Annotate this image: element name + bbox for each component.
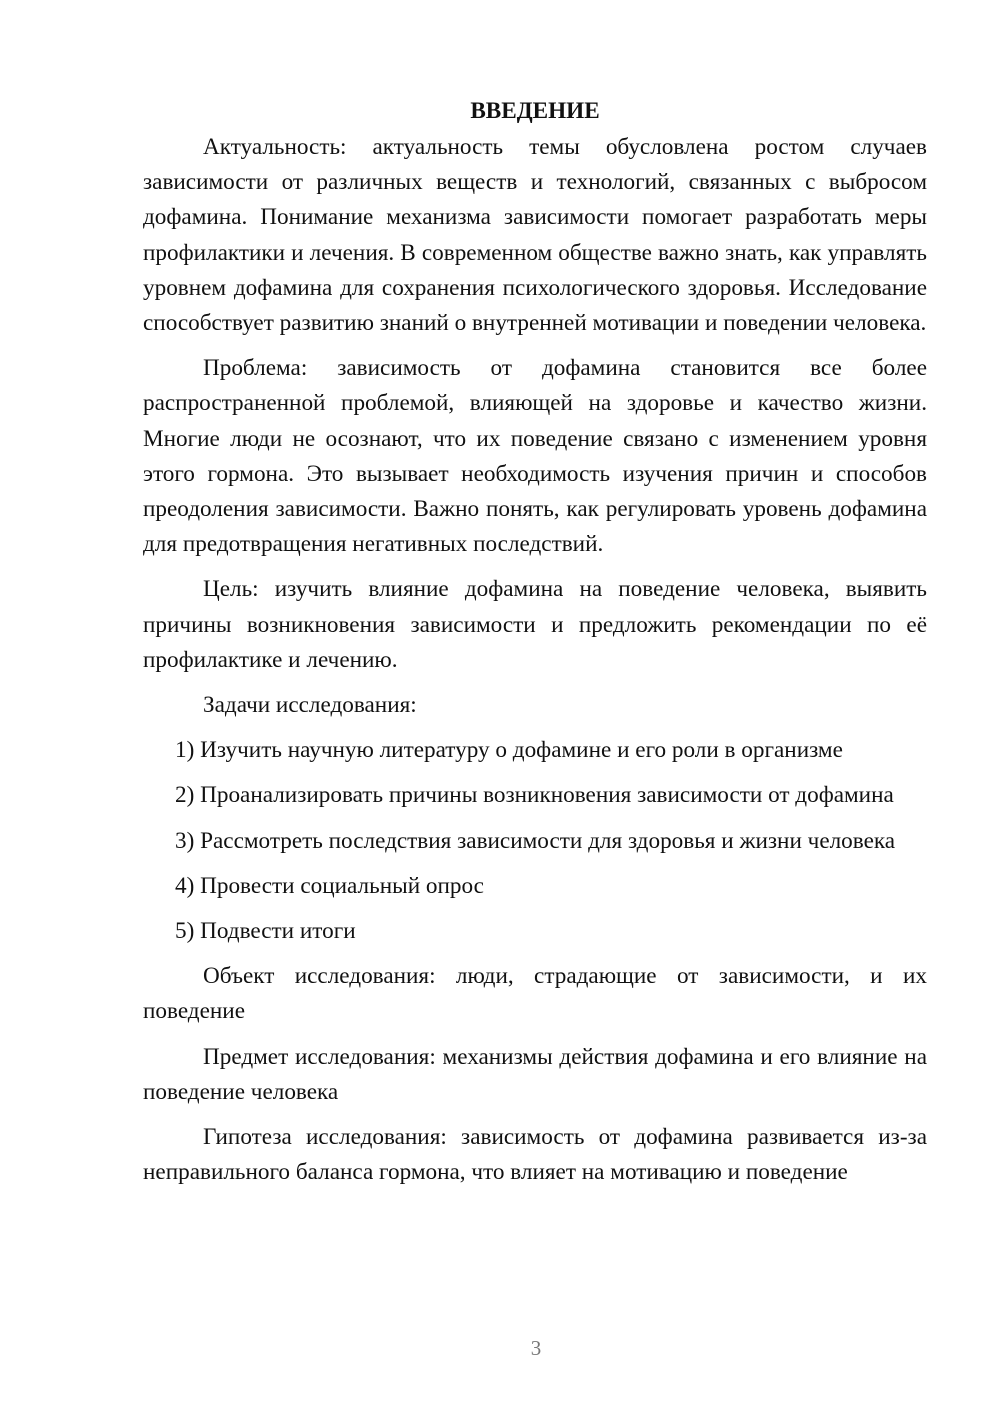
task-item-1: 1) Изучить научную литературу о дофамине и его роли в организме bbox=[175, 737, 843, 764]
page-title: ВВЕДЕНИЕ bbox=[470, 98, 600, 124]
tasks-list bbox=[143, 733, 927, 949]
paragraph-subject: Предмет исследования: механизмы действия дофамина и его влияние на поведение человека bbox=[143, 1043, 927, 1105]
paragraph-hypothesis: Гипотеза исследования: зависимость от дофамина развивается из-за неправильного баланса гормона, что влияет на мотивацию и поведение bbox=[143, 1124, 927, 1186]
page-content bbox=[143, 94, 927, 1200]
paragraph-object: Объект исследования: люди, страдающие от зависимости, и их поведение bbox=[143, 963, 927, 1025]
paragraph-goal: Цель: изучить влияние дофамина на поведение человека, выявить причины возникновения зависимости и предложить рекомендации по её профилактике и лечению. bbox=[143, 576, 927, 673]
task-item-5: 5) Подвести итоги bbox=[175, 918, 356, 945]
page-number: 3 bbox=[530, 1336, 542, 1360]
task-item-4: 4) Провести социальный опрос bbox=[175, 872, 484, 899]
task-item-2: 2) Проанализировать причины возникновения зависимости от дофамина bbox=[175, 782, 894, 809]
task-item-3: 3) Рассмотреть последствия зависимости для здоровья и жизни человека bbox=[175, 827, 896, 854]
paragraph-problem: Проблема: зависимость от дофамина становится все более распространенной проблемой, влияющей на здоровье и качество жизни. Многие люди не осознают, что их поведение связано с изменением уровня этого гормона. Это вызывает необходимость изучения причин и способов преодоления зависимости. Важно понять, как регулировать уровень дофамина для предотвращения негативных последствий. bbox=[143, 355, 927, 558]
paragraph-relevance: Актуальность: актуальность темы обусловлена ростом случаев зависимости от различных веществ и технологий, связанных с выбросом дофамина. Понимание механизма зависимости помогает разработать меры профилактики и лечения. В современном обществе важно знать, как управлять уровнем дофамина для сохранения психологического здоровья. Исследование способствует развитию знаний о внутренней мотивации и поведении человека. bbox=[143, 134, 927, 337]
tasks-heading: Задачи исследования: bbox=[203, 692, 417, 719]
